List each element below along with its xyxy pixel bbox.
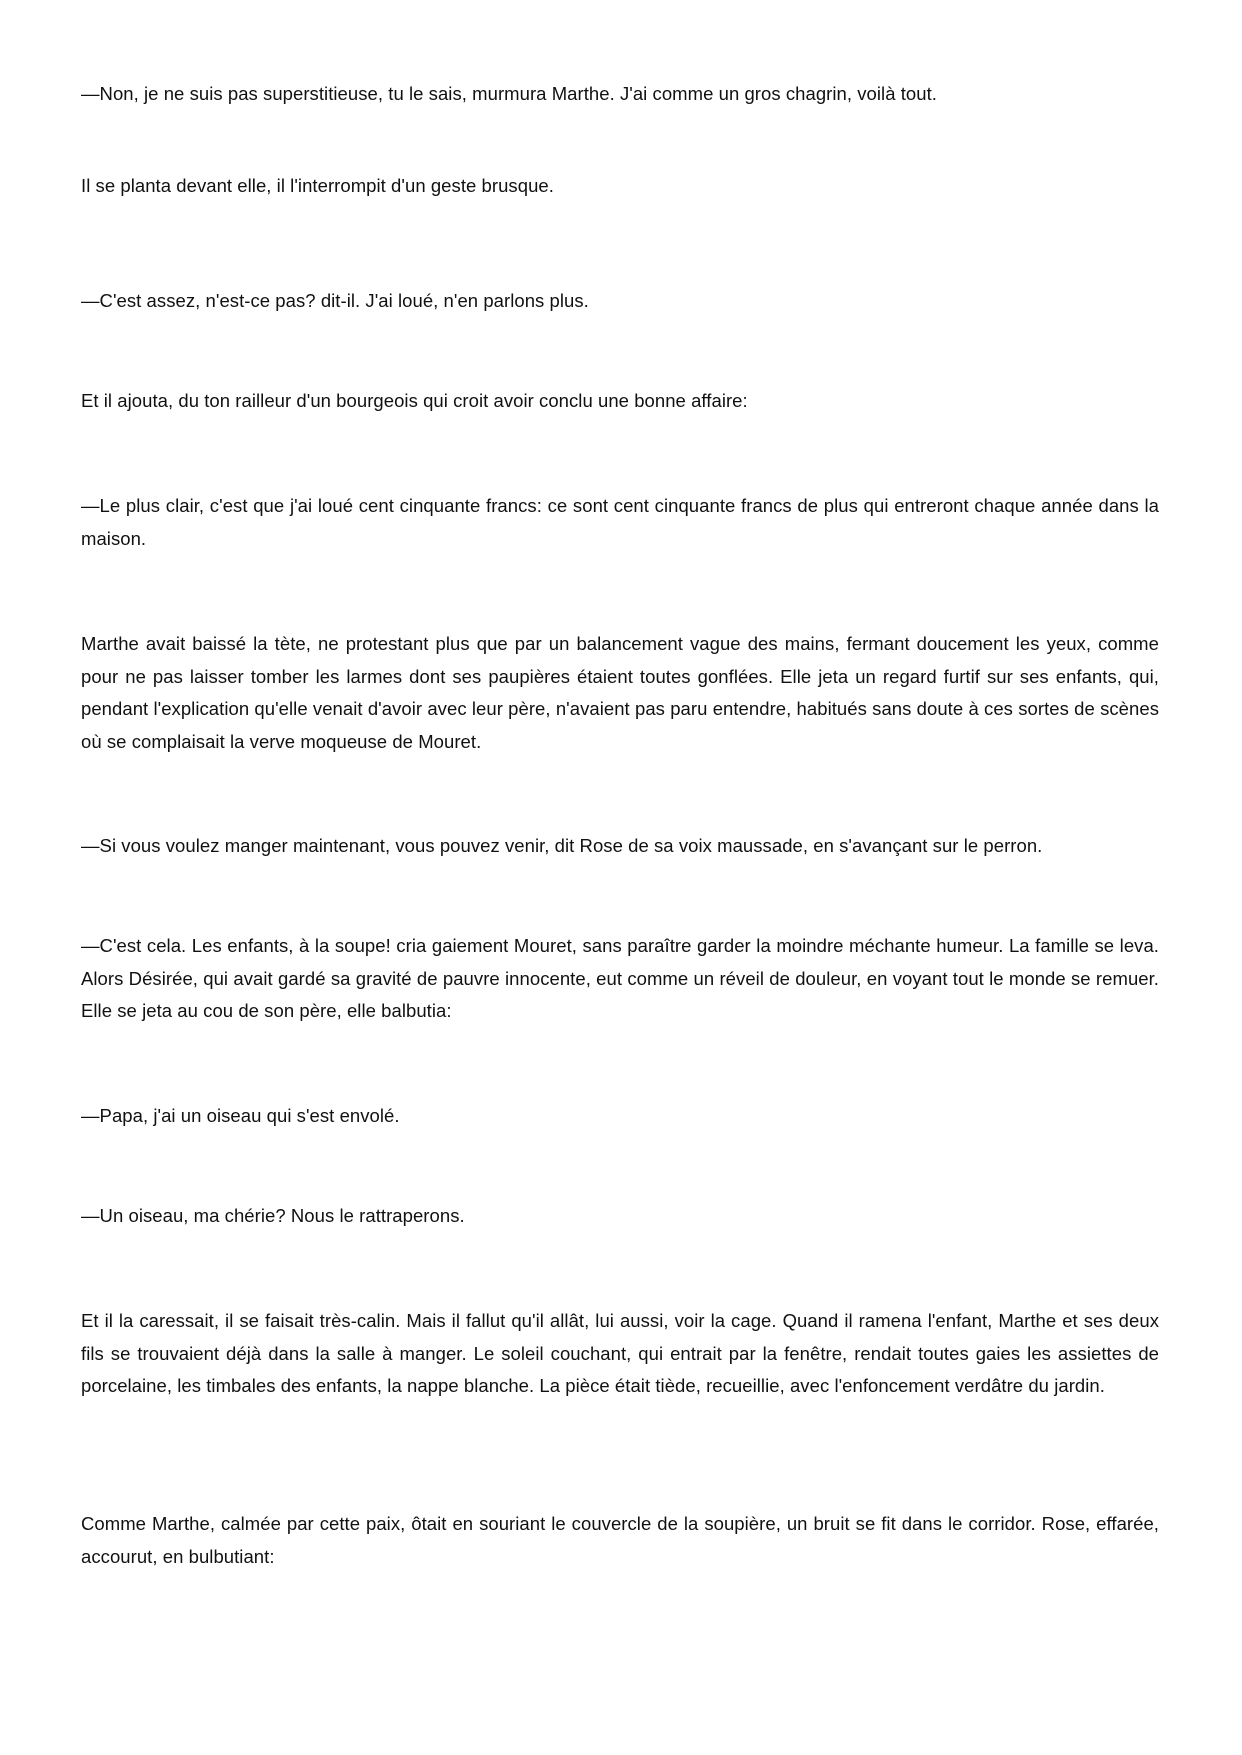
paragraph-3: —C'est assez, n'est-ce pas? dit-il. J'ai loué, n'en parlons plus. <box>81 290 589 311</box>
paragraph-9: —Papa, j'ai un oiseau qui s'est envolé. <box>81 1105 400 1126</box>
paragraph-1: —Non, je ne suis pas superstitieuse, tu le sais, murmura Marthe. J'ai comme un gros chagrin, voilà tout. <box>81 83 937 104</box>
paragraph-10: —Un oiseau, ma chérie? Nous le rattraperons. <box>81 1205 465 1226</box>
paragraph-6: Marthe avait baissé la tète, ne protestant plus que par un balancement vague des mains, fermant doucement les yeux, comme pour ne pas laisser tomber les larmes dont ses paupières étaient toutes gonflées. Elle jeta un regard furtif sur ses enfants, qui, pendant l'explication qu'elle venait d'avoir avec leur père, n'avaient pas paru entendre, habitués sans doute à ces sortes de scènes où se complaisait la verve moqueuse de Mouret. <box>81 633 1159 752</box>
paragraph-11: Et il la caressait, il se faisait très-calin. Mais il fallut qu'il allât, lui aussi, voir la cage. Quand il ramena l'enfant, Marthe et ses deux fils se trouvaient déjà dans la salle à manger. Le soleil couchant, qui entrait par la fenêtre, rendait toutes gaies les assiettes de porcelaine, les timbales des enfants, la nappe blanche. La pièce était tiède, recueillie, avec l'enfoncement verdâtre du jardin. <box>81 1310 1159 1396</box>
paragraph-5: —Le plus clair, c'est que j'ai loué cent cinquante francs: ce sont cent cinquante francs de plus qui entreront chaque année dans la maison. <box>81 495 1159 549</box>
paragraph-2: Il se planta devant elle, il l'interrompit d'un geste brusque. <box>81 175 554 196</box>
paragraph-8: —C'est cela. Les enfants, à la soupe! cria gaiement Mouret, sans paraître garder la moindre méchante humeur. La famille se leva. Alors Désirée, qui avait gardé sa gravité de pauvre innocente, eut comme un réveil de douleur, en voyant tout le monde se remuer. Elle se jeta au cou de son père, elle balbutia: <box>81 935 1159 1021</box>
paragraph-4: Et il ajouta, du ton railleur d'un bourgeois qui croit avoir conclu une bonne affaire: <box>81 390 748 411</box>
paragraph-7: —Si vous voulez manger maintenant, vous pouvez venir, dit Rose de sa voix maussade, en s'avançant sur le perron. <box>81 835 1043 856</box>
paragraph-12: Comme Marthe, calmée par cette paix, ôtait en souriant le couvercle de la soupière, un bruit se fit dans le corridor. Rose, effarée, accourut, en bulbutiant: <box>81 1513 1159 1567</box>
